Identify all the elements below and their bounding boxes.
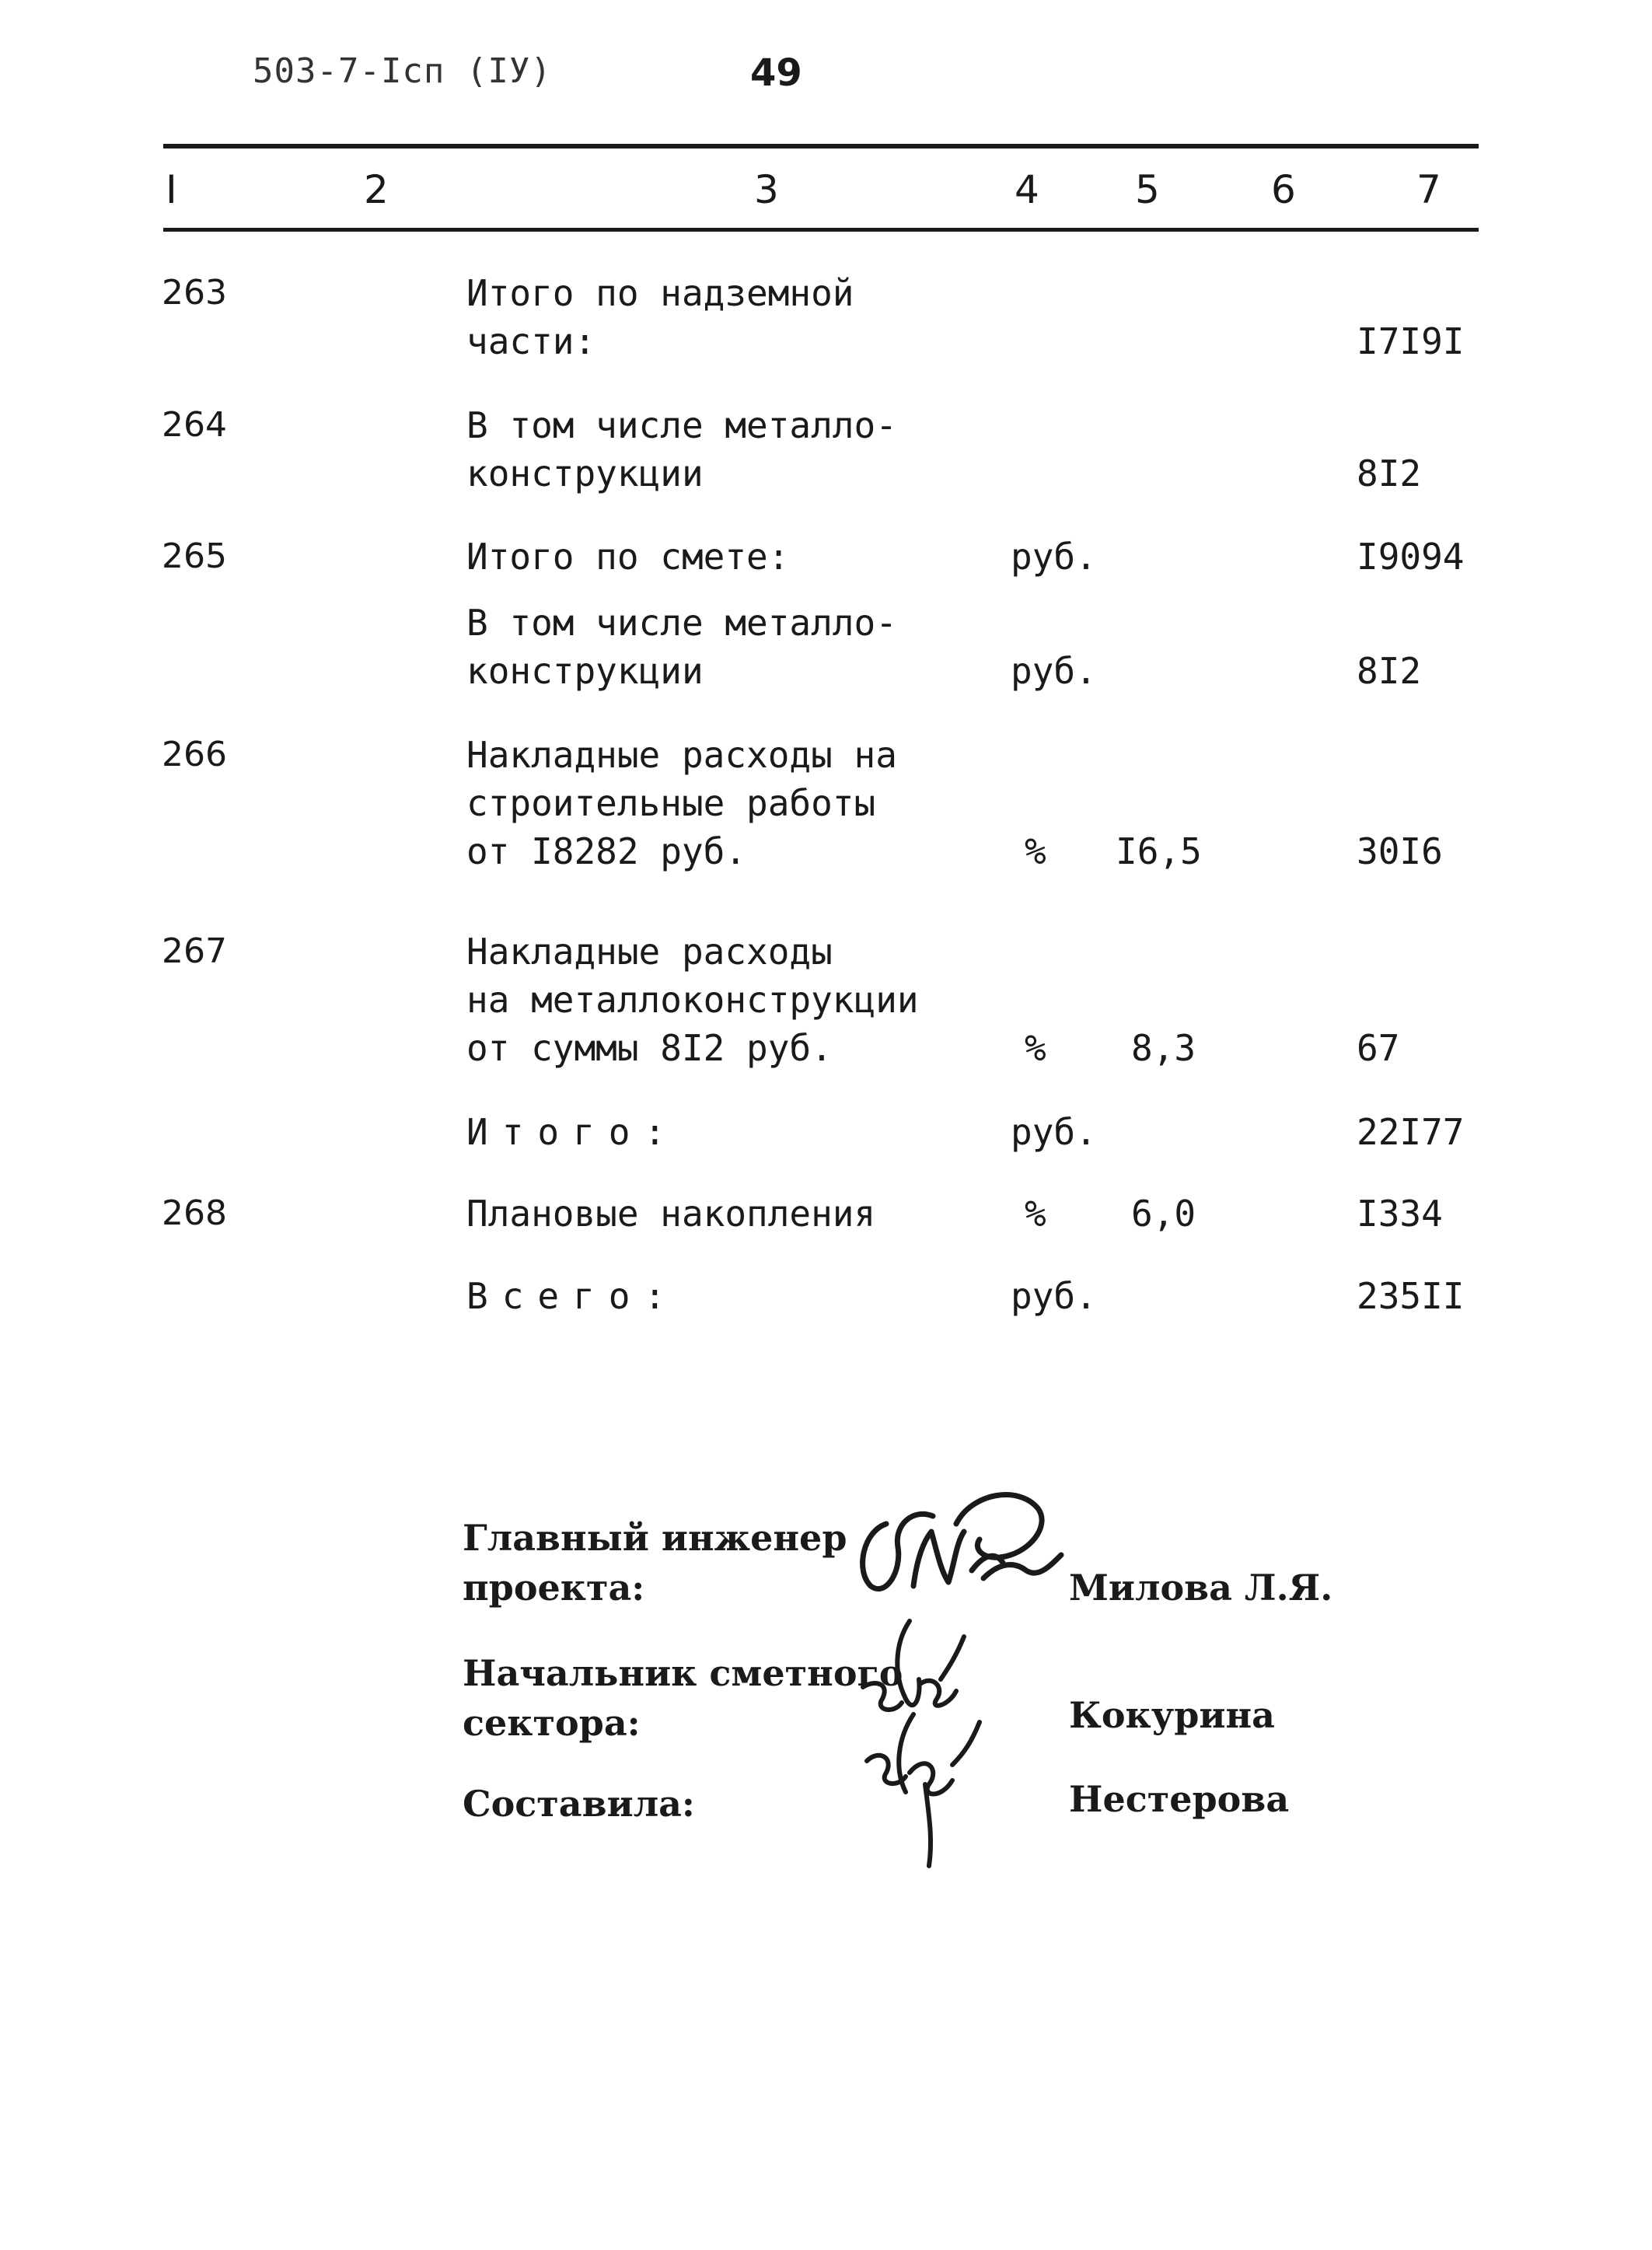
row-unit: руб. [1011,650,1097,692]
page-number: 49 [750,51,802,95]
row-unit: % [1025,1193,1046,1235]
row-description-line: Итого по надземной [466,272,854,314]
row-unit: % [1025,1027,1046,1069]
row-unit: % [1025,830,1046,872]
row-description-line: на металлоконструкции [466,979,919,1021]
row-description-line: В том числе металло- [466,602,897,644]
row-unit: руб. [1011,1111,1097,1153]
signature-role-line: сектора: [463,1702,641,1744]
row-total: I9094 [1357,536,1465,578]
row-description-line: части: [466,320,596,362]
row-total: 67 [1357,1027,1400,1069]
row-description-line: Итого: [466,1111,680,1153]
signature-role-line: проекта: [463,1567,645,1609]
handwritten-signature-3 [855,1707,1003,1878]
row-total: 235II [1357,1275,1465,1317]
row-number: 263 [162,273,227,313]
row-total: 22I77 [1357,1111,1465,1153]
column-header-1: I [166,167,177,212]
row-number: 264 [162,405,227,445]
column-header-3: 3 [754,167,779,212]
row-unit: руб. [1011,1275,1097,1317]
row-description-line: от суммы 8I2 руб. [466,1027,833,1069]
row-rate: I6,5 [1116,830,1202,872]
row-description-line: Всего: [466,1275,680,1317]
row-total: I334 [1357,1193,1443,1235]
row-description-line: Накладные расходы на [466,734,897,776]
row-description-line: конструкции [466,452,704,494]
row-total: 30I6 [1357,830,1443,872]
row-total: 8I2 [1357,650,1422,692]
table-header-rule [163,228,1479,232]
row-number: 267 [162,931,227,971]
row-unit: руб. [1011,536,1097,578]
column-header-2: 2 [364,167,389,212]
table-top-rule [163,144,1479,148]
signatory-name: Кокурина [1069,1694,1275,1736]
signatory-name: Нестерова [1069,1778,1290,1820]
signatory-name: Милова Л.Я. [1069,1567,1333,1609]
row-number: 266 [162,735,227,774]
column-header-5: 5 [1135,167,1160,212]
row-description-line: Плановые накопления [466,1193,876,1235]
column-header-7: 7 [1416,167,1441,212]
column-header-4: 4 [1015,167,1039,212]
handwritten-signature-1 [840,1477,1088,1617]
row-description-line: от I8282 руб. [466,830,747,872]
signature-role-line: Главный инженер [463,1517,847,1559]
document-code: 503-7-Iсп (IУ) [253,51,552,91]
row-description-line: строительные работы [466,782,876,824]
row-description-line: Итого по смете: [466,536,790,578]
row-number: 268 [162,1193,227,1233]
signature-role-line: Составила: [463,1783,695,1825]
column-header-6: 6 [1271,167,1296,212]
row-total: 8I2 [1357,452,1422,494]
row-total: I7I9I [1357,320,1465,362]
signature-role-line: Начальник сметного [463,1652,903,1694]
row-description-line: конструкции [466,650,704,692]
row-description-line: Накладные расходы [466,931,833,973]
row-rate: 6,0 [1131,1193,1196,1235]
row-rate: 8,3 [1131,1027,1196,1069]
row-description-line: В том числе металло- [466,404,897,446]
row-number: 265 [162,536,227,576]
